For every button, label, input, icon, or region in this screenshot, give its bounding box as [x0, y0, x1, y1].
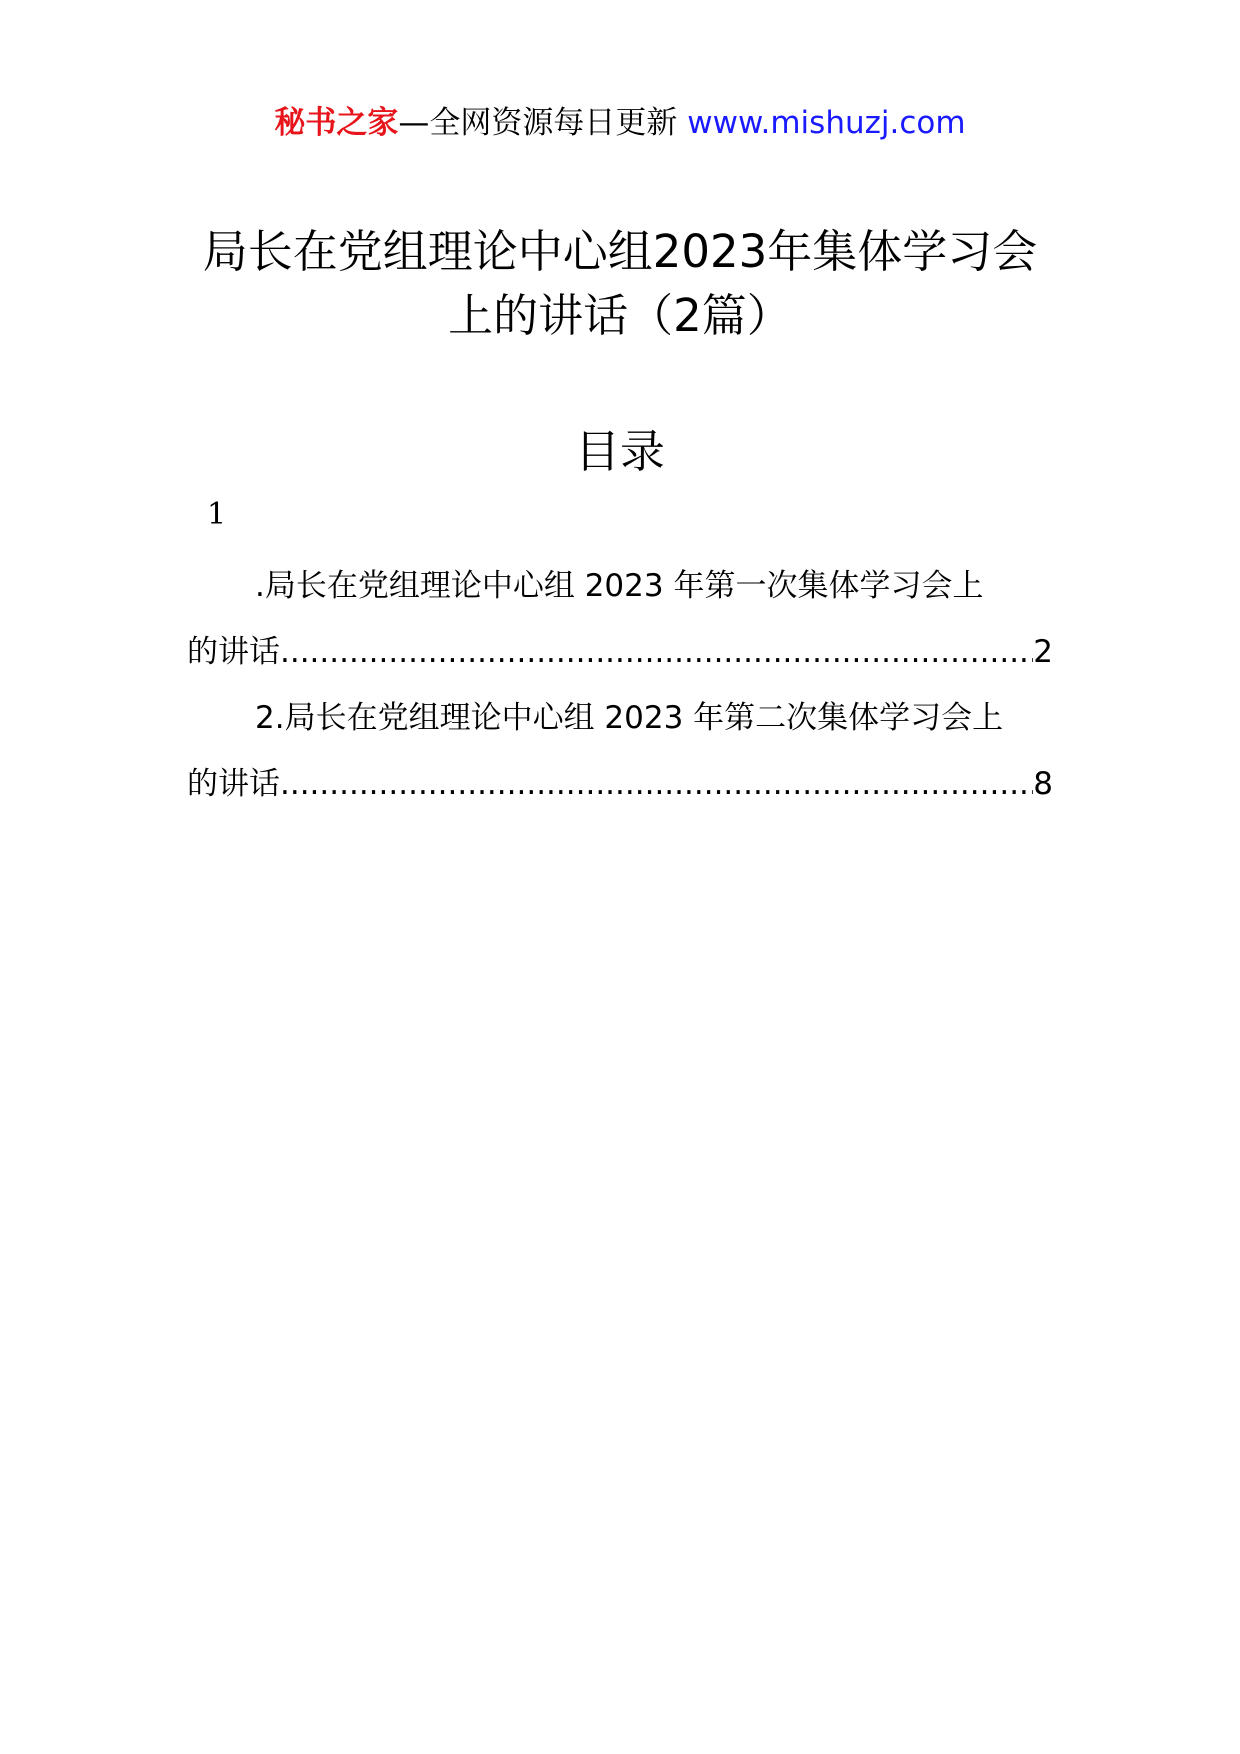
brand-name: 秘书之家	[274, 105, 399, 141]
toc-entry-title: .局长在党组理论中心组 2023 年第一次集体学习会上	[255, 568, 984, 604]
document-title: 局长在党组理论中心组2023年集体学习会上的讲话（2篇）	[202, 225, 1038, 342]
toc-page-number: 2	[1033, 634, 1053, 670]
toc-entry-title-end: 的讲话	[187, 766, 280, 802]
toc-entry-continuation	[187, 619, 1053, 685]
toc-heading: 目录	[574, 425, 665, 478]
site-url[interactable]: www.mishuzj.com	[687, 105, 966, 141]
banner-tagline: —全网资源每日更新	[398, 105, 678, 141]
table-of-contents	[187, 553, 1053, 817]
toc-entry-1[interactable]	[187, 553, 1053, 685]
toc-entry-number: 1	[207, 497, 227, 532]
toc-entry-title-end: 的讲话	[187, 634, 280, 670]
toc-dot-leader	[280, 751, 1033, 817]
toc-page-number: 8	[1033, 766, 1053, 802]
site-banner	[0, 98, 1240, 148]
toc-dot-leader	[280, 619, 1033, 685]
toc-entry-2[interactable]	[187, 685, 1053, 817]
toc-entry-continuation	[187, 751, 1053, 817]
toc-entry-title: 2.局长在党组理论中心组 2023 年第二次集体学习会上	[255, 700, 1004, 736]
